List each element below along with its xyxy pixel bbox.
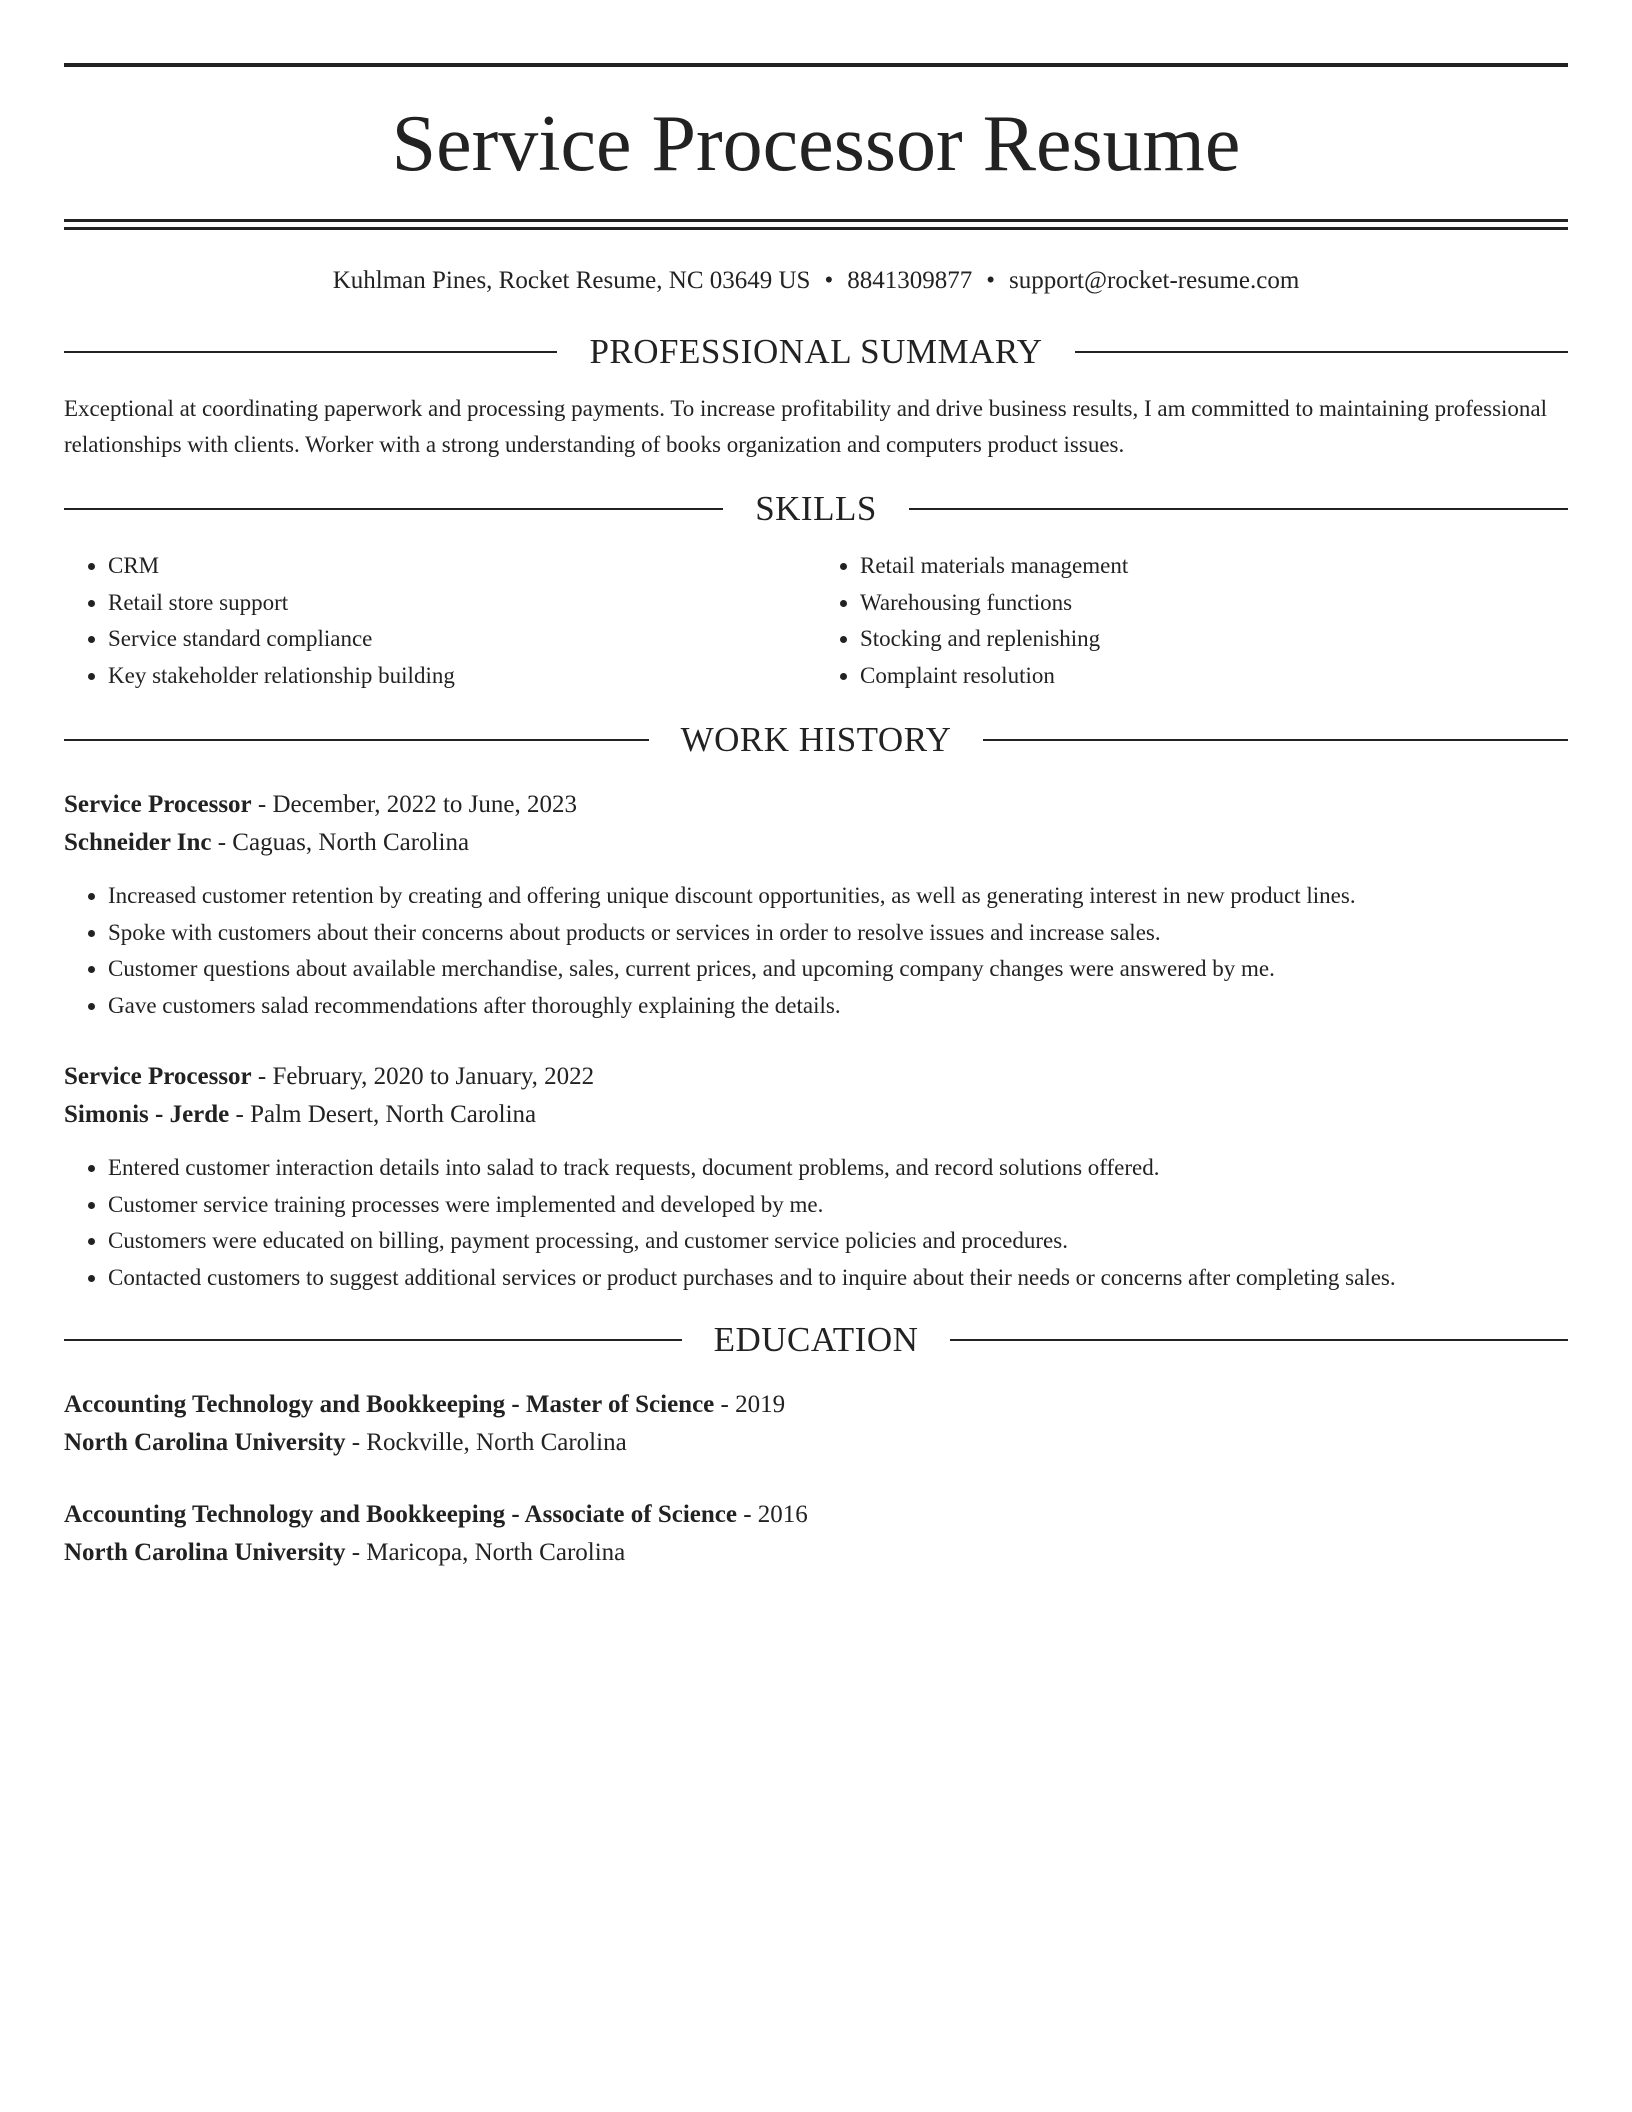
education-entry bbox=[64, 1386, 1568, 1462]
job-company: Simonis - Jerde bbox=[64, 1101, 230, 1128]
skill-item: • Key stakeholder relationship building bbox=[108, 658, 816, 695]
job-bullet: • Increased customer retention by creating and offering unique discount opportunities, as well as generating interest in new product lines. bbox=[108, 878, 1568, 915]
section-rule bbox=[950, 1339, 1568, 1341]
education-school: North Carolina University bbox=[64, 1429, 346, 1456]
skills-column-left bbox=[64, 548, 816, 694]
section-header-skills bbox=[64, 487, 1568, 531]
job-bullets bbox=[64, 878, 1568, 1024]
skill-item: • Warehousing functions bbox=[860, 585, 1568, 622]
contact-email: support@rocket-resume.com bbox=[1009, 267, 1300, 294]
education-year: - 2016 bbox=[736, 1501, 808, 1528]
job-bullet: • Customers were educated on billing, payment processing, and customer service policies and procedures. bbox=[108, 1223, 1568, 1260]
section-header-work bbox=[64, 718, 1568, 762]
skill-item: • Service standard compliance bbox=[108, 621, 816, 658]
job-dates: - February, 2020 to January, 2022 bbox=[251, 1063, 595, 1090]
section-header-education bbox=[64, 1318, 1568, 1362]
job-company: Schneider Inc bbox=[64, 829, 212, 856]
job-title-line bbox=[64, 1058, 1568, 1096]
skills-list bbox=[64, 548, 1568, 694]
job-bullet: • Gave customers salad recommendations after thoroughly explaining the details. bbox=[108, 988, 1568, 1025]
job-entry bbox=[64, 786, 1568, 1024]
education-year: - 2019 bbox=[714, 1391, 786, 1418]
education-degree: Accounting Technology and Bookkeeping - Master of Science bbox=[64, 1391, 715, 1418]
section-rule bbox=[983, 739, 1568, 741]
title-double-rule bbox=[64, 219, 1568, 230]
section-rule bbox=[909, 508, 1568, 510]
skill-item: • Complaint resolution bbox=[860, 658, 1568, 695]
education-degree: Accounting Technology and Bookkeeping - Associate of Science bbox=[64, 1501, 737, 1528]
education-degree-line bbox=[64, 1496, 1568, 1534]
education-school: North Carolina University bbox=[64, 1539, 346, 1566]
job-bullet: • Spoke with customers about their concerns about products or services in order to resolve issues and increase sales. bbox=[108, 915, 1568, 952]
job-bullets bbox=[64, 1150, 1568, 1296]
education-degree-line bbox=[64, 1386, 1568, 1424]
education-school-line bbox=[64, 1424, 1568, 1462]
skill-item: • CRM bbox=[108, 548, 816, 585]
job-title: Service Processor bbox=[64, 791, 252, 818]
section-rule bbox=[64, 508, 723, 510]
job-title-line bbox=[64, 786, 1568, 824]
contact-separator: • bbox=[986, 267, 995, 294]
page-title: Service Processor Resume bbox=[391, 100, 1241, 188]
section-header-summary bbox=[64, 330, 1568, 374]
education-location: - Maricopa, North Carolina bbox=[345, 1539, 626, 1566]
section-rule bbox=[64, 1339, 682, 1341]
contact-address: Kuhlman Pines, Rocket Resume, NC 03649 US bbox=[332, 267, 811, 294]
education-entry bbox=[64, 1496, 1568, 1572]
section-rule bbox=[64, 351, 557, 353]
summary-text: Exceptional at coordinating paperwork and processing payments. To increase profitability and drive business results, I am committed to maintaining professional relationships with clients. Worker with a strong understanding of books organization and computers product issues. bbox=[64, 396, 1548, 457]
section-title-skills: SKILLS bbox=[755, 489, 877, 528]
skill-item: • Retail materials management bbox=[860, 548, 1568, 585]
job-bullet: • Contacted customers to suggest additional services or product purchases and to inquire about their needs or concerns after completing sales. bbox=[108, 1260, 1568, 1297]
contact-separator: • bbox=[824, 267, 834, 294]
contact-phone: 8841309877 bbox=[847, 267, 973, 294]
job-bullet: • Customer questions about available merchandise, sales, current prices, and upcoming company changes were answered by me. bbox=[108, 951, 1568, 988]
job-company-line bbox=[64, 824, 1568, 862]
job-location: - Palm Desert, North Carolina bbox=[229, 1101, 537, 1128]
skill-item: • Stocking and replenishing bbox=[860, 621, 1568, 658]
section-title-work: WORK HISTORY bbox=[680, 720, 952, 759]
contact-line bbox=[64, 264, 1568, 298]
section-title-education: EDUCATION bbox=[713, 1320, 919, 1359]
section-title-summary: PROFESSIONAL SUMMARY bbox=[589, 332, 1043, 371]
top-rule bbox=[64, 63, 1568, 67]
skills-column-right bbox=[816, 548, 1568, 694]
skill-item: • Retail store support bbox=[108, 585, 816, 622]
job-bullet: • Entered customer interaction details into salad to track requests, document problems, and record solutions offered. bbox=[108, 1150, 1568, 1187]
education-school-line bbox=[64, 1534, 1568, 1572]
education-location: - Rockville, North Carolina bbox=[345, 1429, 627, 1456]
job-entry bbox=[64, 1058, 1568, 1296]
job-bullet: • Customer service training processes were implemented and developed by me. bbox=[108, 1187, 1568, 1224]
section-rule bbox=[64, 739, 649, 741]
job-dates: - December, 2022 to June, 2023 bbox=[251, 791, 577, 818]
job-title: Service Processor bbox=[64, 1063, 252, 1090]
job-company-line bbox=[64, 1096, 1568, 1134]
section-rule bbox=[1075, 351, 1568, 353]
job-location: - Caguas, North Carolina bbox=[211, 829, 470, 856]
